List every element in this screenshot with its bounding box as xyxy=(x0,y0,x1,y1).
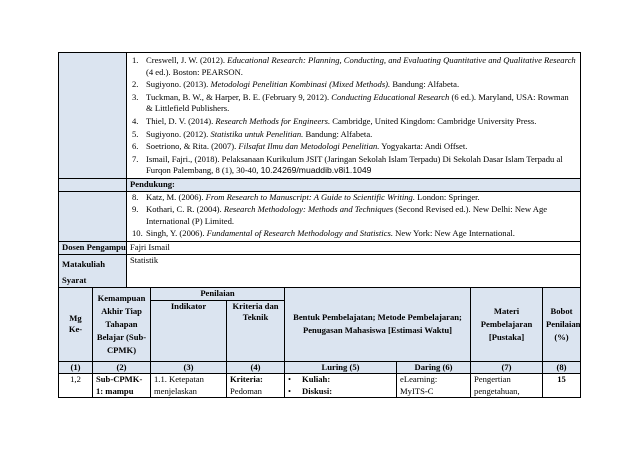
table-row xyxy=(59,374,581,398)
luring-item xyxy=(288,374,393,386)
reference-text: Sugiyono. (2012). Statistika untuk Penelitian. Bandung: Alfabeta. xyxy=(146,128,373,139)
references-left-cell xyxy=(59,53,127,179)
header-kriteria: Kriteria dan Teknik xyxy=(227,300,285,361)
col-num-7: (7) xyxy=(471,361,543,374)
reference-item xyxy=(130,55,577,78)
dosen-value: Fajri Ismail xyxy=(127,241,581,254)
dosen-row xyxy=(59,241,581,254)
pendukung-left-cell xyxy=(59,178,127,191)
bullet-icon: • xyxy=(288,374,292,385)
matakuliah-label: Matakuliah Syarat xyxy=(59,254,127,289)
row-indikator: 1.1. Ketepatan menjelaskan xyxy=(151,374,227,398)
col-num-5: Luring (5) xyxy=(285,361,397,374)
col-num-8: (8) xyxy=(543,361,581,374)
reference-item xyxy=(130,228,577,240)
col-num-3: (3) xyxy=(151,361,227,374)
row-kriteria-label: Kriteria: xyxy=(230,374,263,385)
row-kriteria-text: Pedoman xyxy=(230,385,262,396)
doi-text: 10.24269/muaddib.v8i1.1049 xyxy=(260,165,372,176)
matakuliah-row xyxy=(59,254,581,289)
luring-kuliah: Kuliah: xyxy=(302,374,331,385)
pendukung-row xyxy=(59,178,581,191)
row-cpmk: Sub-CPMK-1: mampu xyxy=(93,374,151,398)
reference-number: 2. xyxy=(132,79,139,90)
reference-text: Kothari, C. R. (2004). Research Methodology: Methods and Techniques (Second Revised ed.). New Delhi: New Age International (P) Limited. xyxy=(146,204,548,226)
col-num-1: (1) xyxy=(59,361,93,374)
support-references-row xyxy=(59,191,581,241)
reference-text: Katz, M. (2006). From Research to Manuscript: A Guide to Scientific Writing. London: Springer. xyxy=(146,191,480,202)
row-luring xyxy=(285,374,397,398)
header-mg: Mg Ke- xyxy=(59,288,93,362)
reference-text: Thiel, D. V. (2014). Research Methods for Engineers. Cambridge, United Kingdom: Cambridge University Press. xyxy=(146,115,537,126)
luring-item xyxy=(288,386,393,398)
reference-text: Tuckman, B. W., & Harper, B. E. (February 9, 2012). Conducting Educational Research (6 ed.). Maryland, USA: Rowman & Littlefield Publishers. xyxy=(146,91,569,114)
row-mg: 1,2 xyxy=(59,374,93,398)
reference-item xyxy=(130,141,577,153)
references-main-cell xyxy=(127,53,581,179)
reference-text: Sugiyono. (2013). Metodologi Penelitian Kombinasi (Mixed Methods). Bandung: Alfabeta. xyxy=(146,79,460,90)
reference-item xyxy=(130,116,577,128)
dosen-label: Dosen Pengampu xyxy=(59,241,127,254)
header-kemampuan: Kemampuan Akhir Tiap Tahapan Belajar (Sub-CPMK) xyxy=(93,288,151,362)
reference-text: Singh, Y. (2006). Fundamental of Research Methodology and Statistics. New York: New Age International. xyxy=(146,228,515,239)
col-num-4: (4) xyxy=(227,361,285,374)
reference-item xyxy=(130,92,577,115)
reference-number: 5. xyxy=(132,128,139,139)
column-number-row xyxy=(59,361,581,374)
header-indikator: Indikator xyxy=(151,300,227,361)
row-materi: Pengertian pengetahuan, xyxy=(471,374,543,398)
support-left-cell xyxy=(59,191,127,241)
pendukung-label: Pendukung: xyxy=(127,178,581,191)
reference-text: Soetriono, & Rita. (2007). Filsafat Ilmu dan Metodologi Penelitian. Yogyakarta: Andi Offset. xyxy=(146,141,468,152)
reference-number: 9. xyxy=(132,204,139,215)
reference-text: Ismail, Fajri., (2018). Pelaksanaan Kurikulum JSIT (Jaringan Sekolah Islam Terpadu) Di Sekolah Dasar Islam Terpadu al Furqon Palembang, 8 (1), 30-40, 10.24269/muaddib.v8i1.1049 xyxy=(146,153,563,176)
reference-number: 7. xyxy=(132,153,139,164)
header-bentuk: Bentuk Pembelajatan; Metode Pembelajaran; Penugasan Mahasiswa [Estimasi Waktu] xyxy=(285,288,471,362)
col-num-6: Daring (6) xyxy=(397,361,471,374)
row-bobot: 15 xyxy=(543,374,581,398)
main-reference-list xyxy=(130,55,577,177)
luring-diskusi: Diskusi: xyxy=(302,385,333,396)
reference-number: 1. xyxy=(132,55,139,65)
header-row-1 xyxy=(59,288,581,301)
header-materi: Materi Pembelajaran [Pustaka] xyxy=(471,288,543,362)
reference-number: 6. xyxy=(132,141,139,152)
support-reference-list xyxy=(130,192,577,240)
lesson-plan-table xyxy=(58,287,581,398)
references-row xyxy=(59,53,581,179)
reference-item xyxy=(130,204,577,227)
reference-item xyxy=(130,154,577,177)
row-daring: eLearning: MyITS-C xyxy=(397,374,471,398)
matakuliah-value: Statistik xyxy=(127,254,581,289)
header-penilaian: Penilaian xyxy=(151,288,285,301)
references-table xyxy=(58,52,581,290)
reference-number: 3. xyxy=(132,91,139,102)
reference-item xyxy=(130,79,577,91)
header-bobot: Bobot Penilaian (%) xyxy=(543,288,581,362)
reference-item xyxy=(130,129,577,141)
row-kriteria xyxy=(227,374,285,398)
reference-text: Creswell, J. W. (2012). Educational Research: Planning, Conducting, and Evaluating Quantitative and Qualitative Research (4 ed.). Boston: PEARSON. xyxy=(146,55,576,77)
reference-number: 4. xyxy=(132,115,139,126)
support-references-cell xyxy=(127,191,581,241)
reference-number: 8. xyxy=(132,191,139,202)
reference-item xyxy=(130,192,577,204)
col-num-2: (2) xyxy=(93,361,151,374)
bullet-icon: • xyxy=(288,385,292,396)
reference-number: 10. xyxy=(132,228,143,239)
